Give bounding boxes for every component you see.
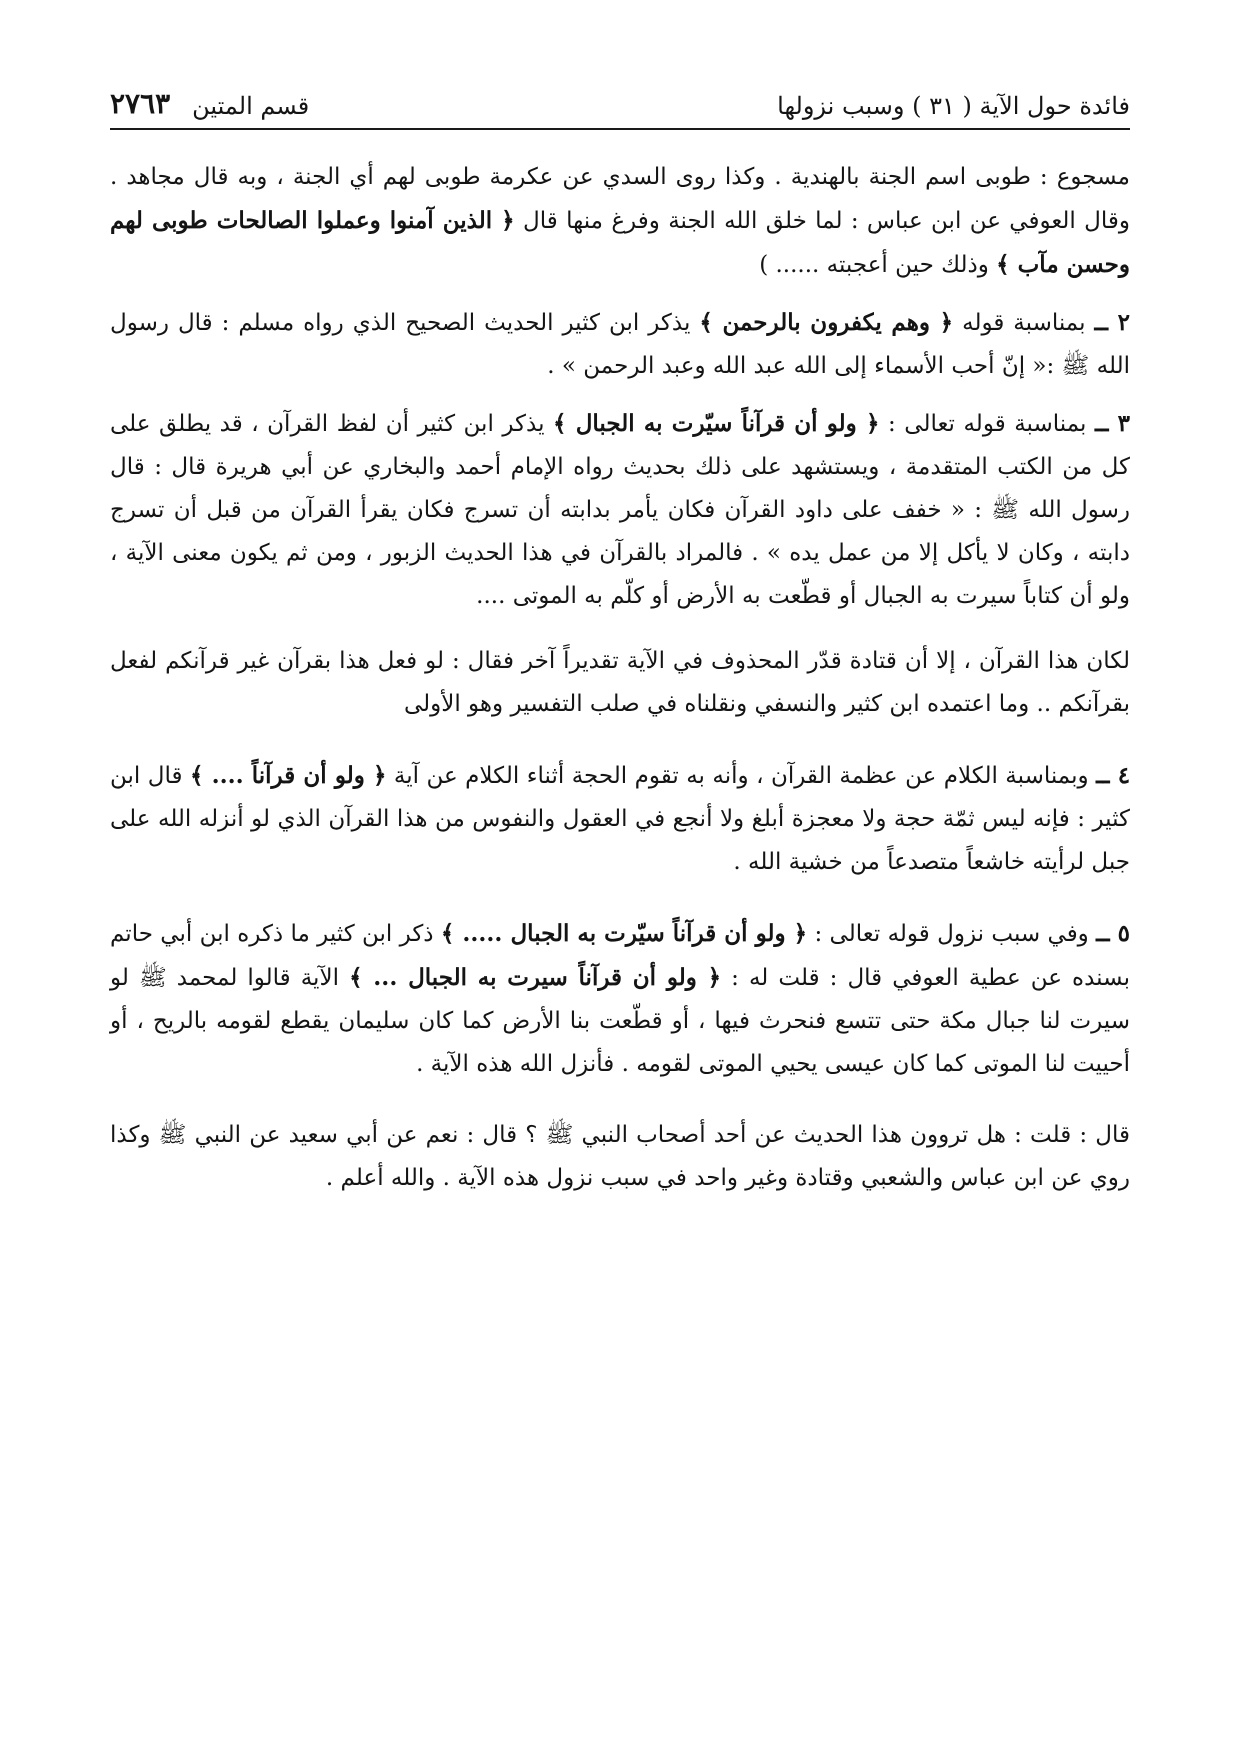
- paragraph-continuation: [110, 156, 1130, 287]
- paragraph-tail: قال ابن كثير : فإنه ليس ثمّة حجة ولا معجزة أبلغ ولا أنجع في العقول والنفوس من هذا القرآن الذي لو أنزله الله على جبل لرأيته خاشعاً متصدعاً من خشية الله .: [110, 763, 1130, 875]
- quran-verse-second: ﴿ ولو أن قرآناً سيرت به الجبال ... ﴾: [349, 964, 722, 991]
- paragraph-text: قال : قلت : هل تروون هذا الحديث عن أحد أصحاب النبي ﷺ ؟ قال : نعم عن أبي سعيد عن النبي ﷺ وكذا روي عن ابن عباس والشعبي وقتادة وغير واحد في سبب نزول هذه الآية . والله أعلم .: [110, 1122, 1130, 1191]
- paragraph-tail: الآية قالوا لمحمد ﷺ لو سيرت لنا جبال مكة حتى تتسع فنحرث فيها ، أو قطّعت بنا الأرض كما كان سليمان يقطع لقومه بالريح ، أو أحييت لنا الموتى كما كان عيسى يحيي الموتى لقومه . فأنزل الله هذه الآية .: [110, 965, 1130, 1077]
- paragraph-text: لكان هذا القرآن ، إلا أن قتادة قدّر المحذوف في الآية تقديراً آخر فقال : لو فعل هذا بقرآن غير قرآنكم لفعل بقرآنكم .. وما اعتمده ابن كثير والنسفي ونقلناه في صلب التفسير وهو الأولى: [110, 648, 1130, 717]
- paragraph-item-5: [110, 912, 1130, 1086]
- header-divider: [110, 128, 1130, 130]
- paragraph-item-3: [110, 402, 1130, 618]
- paragraph-item-2: [110, 301, 1130, 388]
- paragraph-closing: [110, 1114, 1130, 1200]
- paragraph-lead: بمناسبة قوله تعالى :: [888, 411, 1087, 437]
- header-left-group: [110, 87, 309, 120]
- item-number: ٥ ــ: [1096, 920, 1131, 947]
- quran-verse: ﴿ ولو أن قرآناً سيّرت به الجبال ﴾: [553, 410, 880, 437]
- quran-verse: ﴿ ولو أن قرآناً سيّرت به الجبال ..... ﴾: [440, 920, 808, 947]
- paragraph-middle: ذكر ابن كثير ما ذكره ابن أبي حاتم بسنده عن عطية العوفي قال : قلت له :: [110, 921, 1131, 991]
- paragraph-continued: [110, 640, 1130, 726]
- quran-verse: ﴿ الذين آمنوا وعملوا الصالحات طوبى لهم وحسن مآب ﴾: [110, 207, 1130, 278]
- paragraph-tail: يذكر ابن كثير أن لفظ القرآن ، قد يطلق على كل من الكتب المتقدمة ، ويستشهد على ذلك بحديث رواه الإمام أحمد والبخاري عن أبي هريرة قال : قال رسول الله ﷺ : « خفف على داود القرآن فكان يأمر بدابته أن تسرج فكان يقرأ القرآن من قبل أن تسرج دابته ، وكان لا يأكل إلا من عمل يده » . فالمراد بالقرآن في هذا الحديث الزبور ، ومن ثم يكون معنى الآية ، ولو أن كتاباً سيرت به الجبال أو قطّعت به الأرض أو كلّم به الموتى ....: [110, 411, 1130, 609]
- paragraph-text: مسجوع : طوبى اسم الجنة بالهندية . وكذا روى السدي عن عكرمة طوبى لهم أي الجنة ، وبه قال مجاهد . وقال العوفي عن ابن عباس : لما خلق الله الجنة وفرغ منها قال: [110, 164, 1130, 234]
- page-body: [110, 156, 1130, 1214]
- paragraph-lead: وبمناسبة الكلام عن عظمة القرآن ، وأنه به تقوم الحجة أثناء الكلام عن آية: [393, 763, 1089, 789]
- running-title: فائدة حول الآية ( ٣١ ) وسبب نزولها: [777, 92, 1130, 120]
- item-number: ٤ ــ: [1096, 762, 1131, 789]
- quran-verse: ﴿ ولو أن قرآناً .... ﴾: [189, 762, 387, 789]
- paragraph-lead: بمناسبة قوله: [962, 310, 1086, 336]
- item-number: ٣ ــ: [1094, 410, 1131, 437]
- quran-verse: ﴿ وهم يكفرون بالرحمن ﴾: [699, 309, 954, 336]
- section-name: قسم المتين: [192, 92, 310, 120]
- paragraph-item-4: [110, 754, 1130, 884]
- document-page: [110, 60, 1130, 1700]
- paragraph-tail: يذكر ابن كثير الحديث الصحيح الذي رواه مسلم : قال رسول الله ﷺ :« إنّ أحب الأسماء إلى الله عبد الله وعبد الرحمن » .: [110, 310, 1130, 379]
- paragraph-lead: وفي سبب نزول قوله تعالى :: [814, 921, 1089, 947]
- page-number: ٢٧٦٣: [110, 87, 171, 120]
- paragraph-tail: وذلك حين أعجبته ...... ): [759, 252, 989, 278]
- item-number: ٢ ــ: [1094, 309, 1130, 336]
- page-header: [110, 70, 1130, 120]
